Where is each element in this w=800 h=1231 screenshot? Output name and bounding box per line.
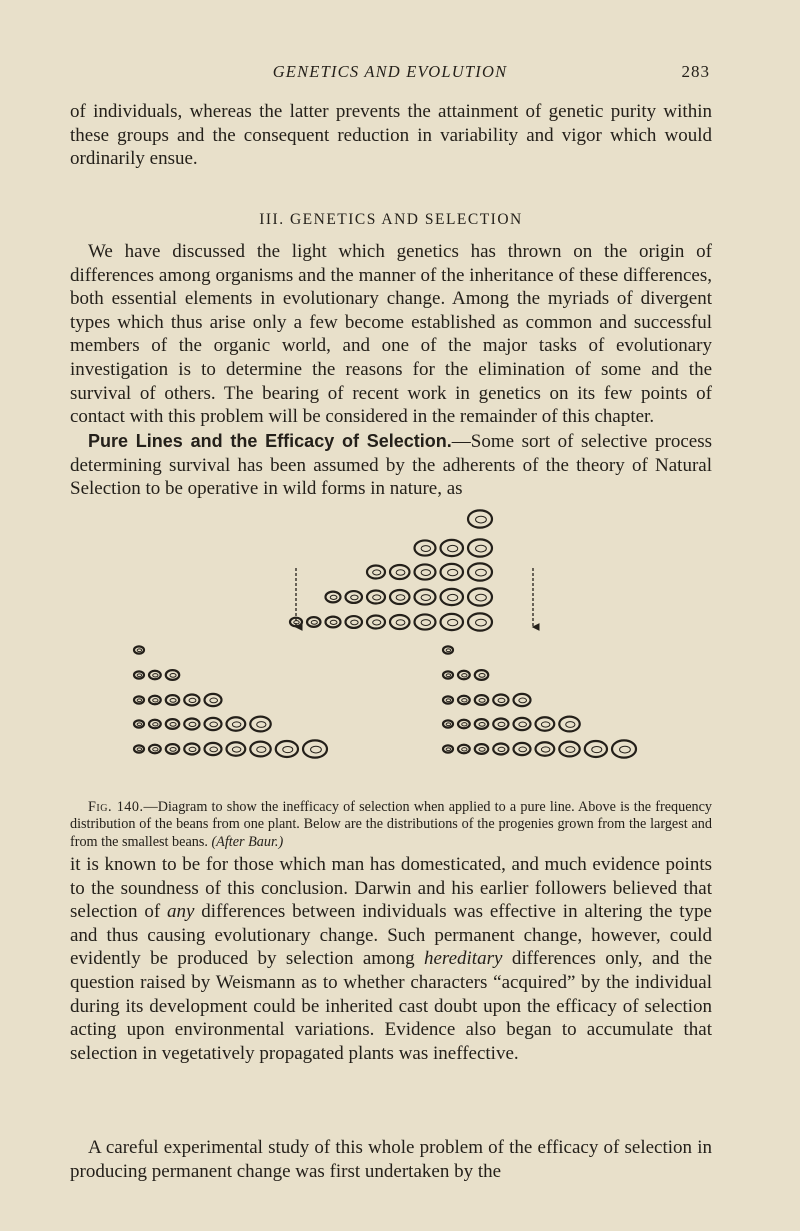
page-number: 283 (681, 62, 710, 81)
bean-shape (276, 741, 298, 757)
bean-shape (134, 720, 144, 727)
bean-shape-inner (153, 699, 158, 702)
bean-shape-inner (519, 722, 527, 727)
bean-shape-inner (446, 723, 451, 726)
bean-shape (205, 718, 222, 730)
runin-heading: Pure Lines and the Efficacy of Selection. (88, 431, 452, 451)
bean-shape (468, 613, 492, 630)
bean-shape-inner (446, 699, 451, 702)
bean-shape (149, 696, 161, 704)
bean-shape-inner (396, 620, 405, 625)
bean-shape (326, 592, 341, 603)
bean-shape (443, 696, 453, 703)
bean-shape (559, 717, 580, 732)
bean-shape (458, 720, 470, 728)
bean-shape (468, 510, 492, 527)
bean-shape-inner (421, 595, 430, 601)
bean-shape-inner (351, 620, 358, 625)
bean-shape-inner (620, 746, 631, 753)
bean-shape-inner (479, 722, 485, 726)
bean-shape-inner (153, 674, 158, 677)
bean-shape-inner (396, 570, 405, 575)
bean-shape (443, 745, 453, 752)
bean-shape-inner (311, 746, 322, 753)
bean-shape-inner (137, 674, 142, 677)
bean-shape-inner (396, 595, 405, 600)
paragraph-darwin-text-2: differences between individuals was effective in altering the type and thus causing evolutionary change. Such permanent change, however, could evidently be produced by selection among (70, 901, 712, 970)
bean-shape (367, 566, 385, 579)
bean-shape (346, 616, 363, 628)
bean-shape-inner (476, 545, 487, 552)
bean-shape-inner (462, 723, 467, 726)
bean-shape (250, 717, 271, 732)
bean-shape-inner (421, 570, 430, 576)
bean-shape-inner (448, 619, 458, 625)
emphasis-any: any (167, 901, 195, 923)
bean-shape-inner (330, 595, 337, 599)
bean-shape (493, 695, 508, 706)
bean-shape-inner (373, 620, 381, 625)
bean-shape-inner (476, 619, 487, 626)
bean-shape-inner (170, 673, 176, 677)
paragraph-genetics-selection: We have discussed the light which genetics has thrown on the origin of differences among organisms and the manner of the inheritance of these differences, both essential elements in evolutionary change. Among the myriads of divergent types which thus arise only a few become established as common and successful members of the organic world, and one of the major tasks of evolutionary investigation is to determine the reasons for the elimination of some and the survival of others. The bearing of recent work in genetics on its few points of contact with this problem will be considered in the remainder of this chapter. (70, 241, 712, 428)
paragraph-experimental-study: A careful experimental study of this whole problem of the efficacy of selection in producing permanent change was first undertaken by the (70, 1137, 712, 1182)
bean-shape-inner (257, 747, 266, 753)
running-title: GENETICS AND EVOLUTION (272, 62, 508, 81)
bean-shape (441, 614, 464, 630)
bean-shape (536, 742, 555, 756)
bean-shape (184, 695, 199, 706)
bean-shape-inner (541, 722, 549, 727)
paragraph-darwin-followers (70, 853, 712, 1065)
bean-shape (149, 745, 161, 753)
bean-shape (184, 719, 199, 730)
paragraph-darwin-text-3: differences only, and the question raised by Weismann as to whether characters “acquired” by the individual during its development could be inherited cast doubt upon the efficacy of selection acting upon environmental variations. Evidence also began to accumulate that selection in vegetatively propagated plants was ineffective. (70, 948, 712, 1064)
bean-shape-inner (462, 674, 467, 677)
bean-shape-inner (421, 620, 430, 626)
bean-shape-inner (519, 747, 527, 752)
bean-shape-inner (592, 746, 602, 752)
bean-shape (443, 671, 453, 678)
bean-shape-inner (170, 698, 176, 702)
bean-shape-inner (170, 747, 176, 751)
bean-shape-inner (311, 620, 317, 624)
bean-shape-inner (498, 722, 505, 726)
bean-shape (290, 618, 302, 627)
bean-shape-inner (448, 594, 458, 600)
bean-shape-inner (448, 545, 458, 551)
bean-shape (475, 670, 489, 680)
bean-shape-inner (479, 747, 485, 751)
figure-attribution: (After Baur.) (211, 833, 284, 850)
bean-shape-inner (566, 747, 575, 753)
bean-shape-inner (373, 595, 381, 600)
bean-shape (475, 744, 489, 754)
smallest-bean-progeny-distribution (443, 646, 636, 757)
bean-shape (134, 696, 144, 703)
bean-shape (390, 565, 410, 579)
bean-shape (307, 617, 321, 627)
bean-shape (227, 717, 246, 731)
bean-shape (536, 717, 555, 731)
bean-shape-inner (283, 746, 293, 752)
bean-shape (468, 539, 492, 556)
bean-shape-inner (446, 674, 451, 677)
bean-shape (166, 744, 180, 754)
bean-shape (415, 540, 436, 555)
bean-shape (415, 614, 436, 629)
bean-shape-inner (351, 595, 358, 600)
bean-shape (415, 564, 436, 579)
bean-shape (441, 564, 464, 580)
bean-shape (493, 744, 508, 755)
bean-shape-inner (446, 649, 451, 652)
page-header (70, 62, 710, 86)
bean-shape-inner (210, 747, 218, 752)
bean-shape (205, 743, 222, 755)
bean-shape-inner (153, 723, 158, 726)
bean-shape (441, 540, 464, 556)
bean-shape (443, 720, 453, 727)
bean-shape-inner (257, 722, 266, 728)
bean-shape-inner (479, 673, 485, 677)
bean-shape (134, 745, 144, 752)
bean-shape (367, 616, 385, 629)
bean-shape-inner (210, 722, 218, 727)
bean-shape-inner (519, 698, 527, 703)
bean-shape (475, 695, 489, 705)
bean-shape (149, 720, 161, 728)
bean-shape (514, 743, 531, 755)
bean-shape-inner (294, 621, 299, 624)
figure-label: Fig. 140. (88, 799, 144, 815)
bean-shape (468, 588, 492, 605)
bean-shape-inner (153, 748, 158, 751)
bean-shape (166, 719, 180, 729)
bean-shape (166, 670, 180, 680)
bean-shape-inner (476, 516, 487, 523)
bean-shape-inner (330, 620, 337, 624)
bean-shape-inner (210, 698, 218, 703)
bean-shape-inner (476, 594, 487, 601)
bean-shape-inner (448, 569, 458, 575)
bean-shape-inner (137, 649, 142, 652)
bean-shape (585, 741, 607, 757)
bean-shape-inner (137, 748, 142, 751)
bean-shape-inner (421, 546, 430, 552)
section-heading: III. GENETICS AND SELECTION (259, 211, 523, 228)
bean-shape (390, 615, 410, 629)
bean-shape (346, 591, 363, 603)
largest-bean-progeny-distribution (134, 646, 327, 757)
bean-shape (184, 744, 199, 755)
bean-shape (458, 745, 470, 753)
paragraph-darwin-text-1: it is known to be for those which man has domesticated, and much evidence points to the soundness of this conclusion. Darwin and his earlier followers believed that selection of (70, 854, 712, 923)
bean-shape (205, 694, 222, 706)
bean-shape (367, 591, 385, 604)
emphasis-hereditary: hereditary (423, 948, 503, 970)
bean-shape-inner (498, 747, 505, 751)
bean-shape (303, 740, 327, 757)
bean-shape (149, 671, 161, 679)
bean-shape-inner (137, 723, 142, 726)
bean-shape-inner (479, 698, 485, 702)
paragraph-pure-lines (70, 430, 712, 501)
bean-shape (166, 695, 180, 705)
bean-shape (612, 740, 636, 757)
bean-shape (514, 718, 531, 730)
bean-shape (326, 617, 341, 628)
bean-shape-inner (566, 722, 575, 728)
bean-shape (475, 719, 489, 729)
paragraph-continuation: of individuals, whereas the latter prevents the attainment of genetic purity within these groups and the consequent reduction in variability and vigor which would ordinarily ensue. (70, 101, 712, 170)
bean-shape (458, 671, 470, 679)
bean-shape-inner (232, 722, 240, 727)
parent-plant-distribution (290, 510, 492, 630)
bean-shape-inner (137, 699, 142, 702)
bean-shape-inner (446, 748, 451, 751)
figure-caption (70, 799, 712, 851)
bean-shape (390, 590, 410, 604)
bean-shape-inner (498, 698, 505, 702)
bean-shape (250, 742, 271, 757)
bean-shape-inner (232, 747, 240, 752)
bean-shape (443, 646, 453, 653)
bean-shape-inner (462, 748, 467, 751)
bean-shape (458, 696, 470, 704)
bean-shape (134, 671, 144, 678)
bean-shape-inner (189, 747, 196, 751)
figure-caption-text: —Diagram to show the inefficacy of selection when applied to a pure line. Above is the frequency distribution of the beans from one plant. Below are the distributions of the progenies grown from the largest and from the smallest beans. (70, 799, 712, 850)
bean-shape-inner (189, 722, 196, 726)
bean-shape-inner (462, 699, 467, 702)
bean-shape (559, 742, 580, 757)
bean-shape (468, 563, 492, 580)
bean-shape-inner (189, 698, 196, 702)
bean-shape (514, 694, 531, 706)
bean-shape-inner (373, 570, 381, 575)
bean-shape (134, 646, 144, 653)
bean-shape (415, 589, 436, 604)
paragraph-pure-lines-text: —Some sort of selective process determining survival has been assumed by the adherents of the theory of Natural Selection to be operative in wild forms in nature, as (70, 431, 712, 500)
bean-shape (227, 742, 246, 756)
bean-shape (441, 589, 464, 605)
bean-shape-inner (476, 569, 487, 576)
bean-shape-inner (170, 722, 176, 726)
bean-shape (493, 719, 508, 730)
bean-shape-inner (541, 747, 549, 752)
